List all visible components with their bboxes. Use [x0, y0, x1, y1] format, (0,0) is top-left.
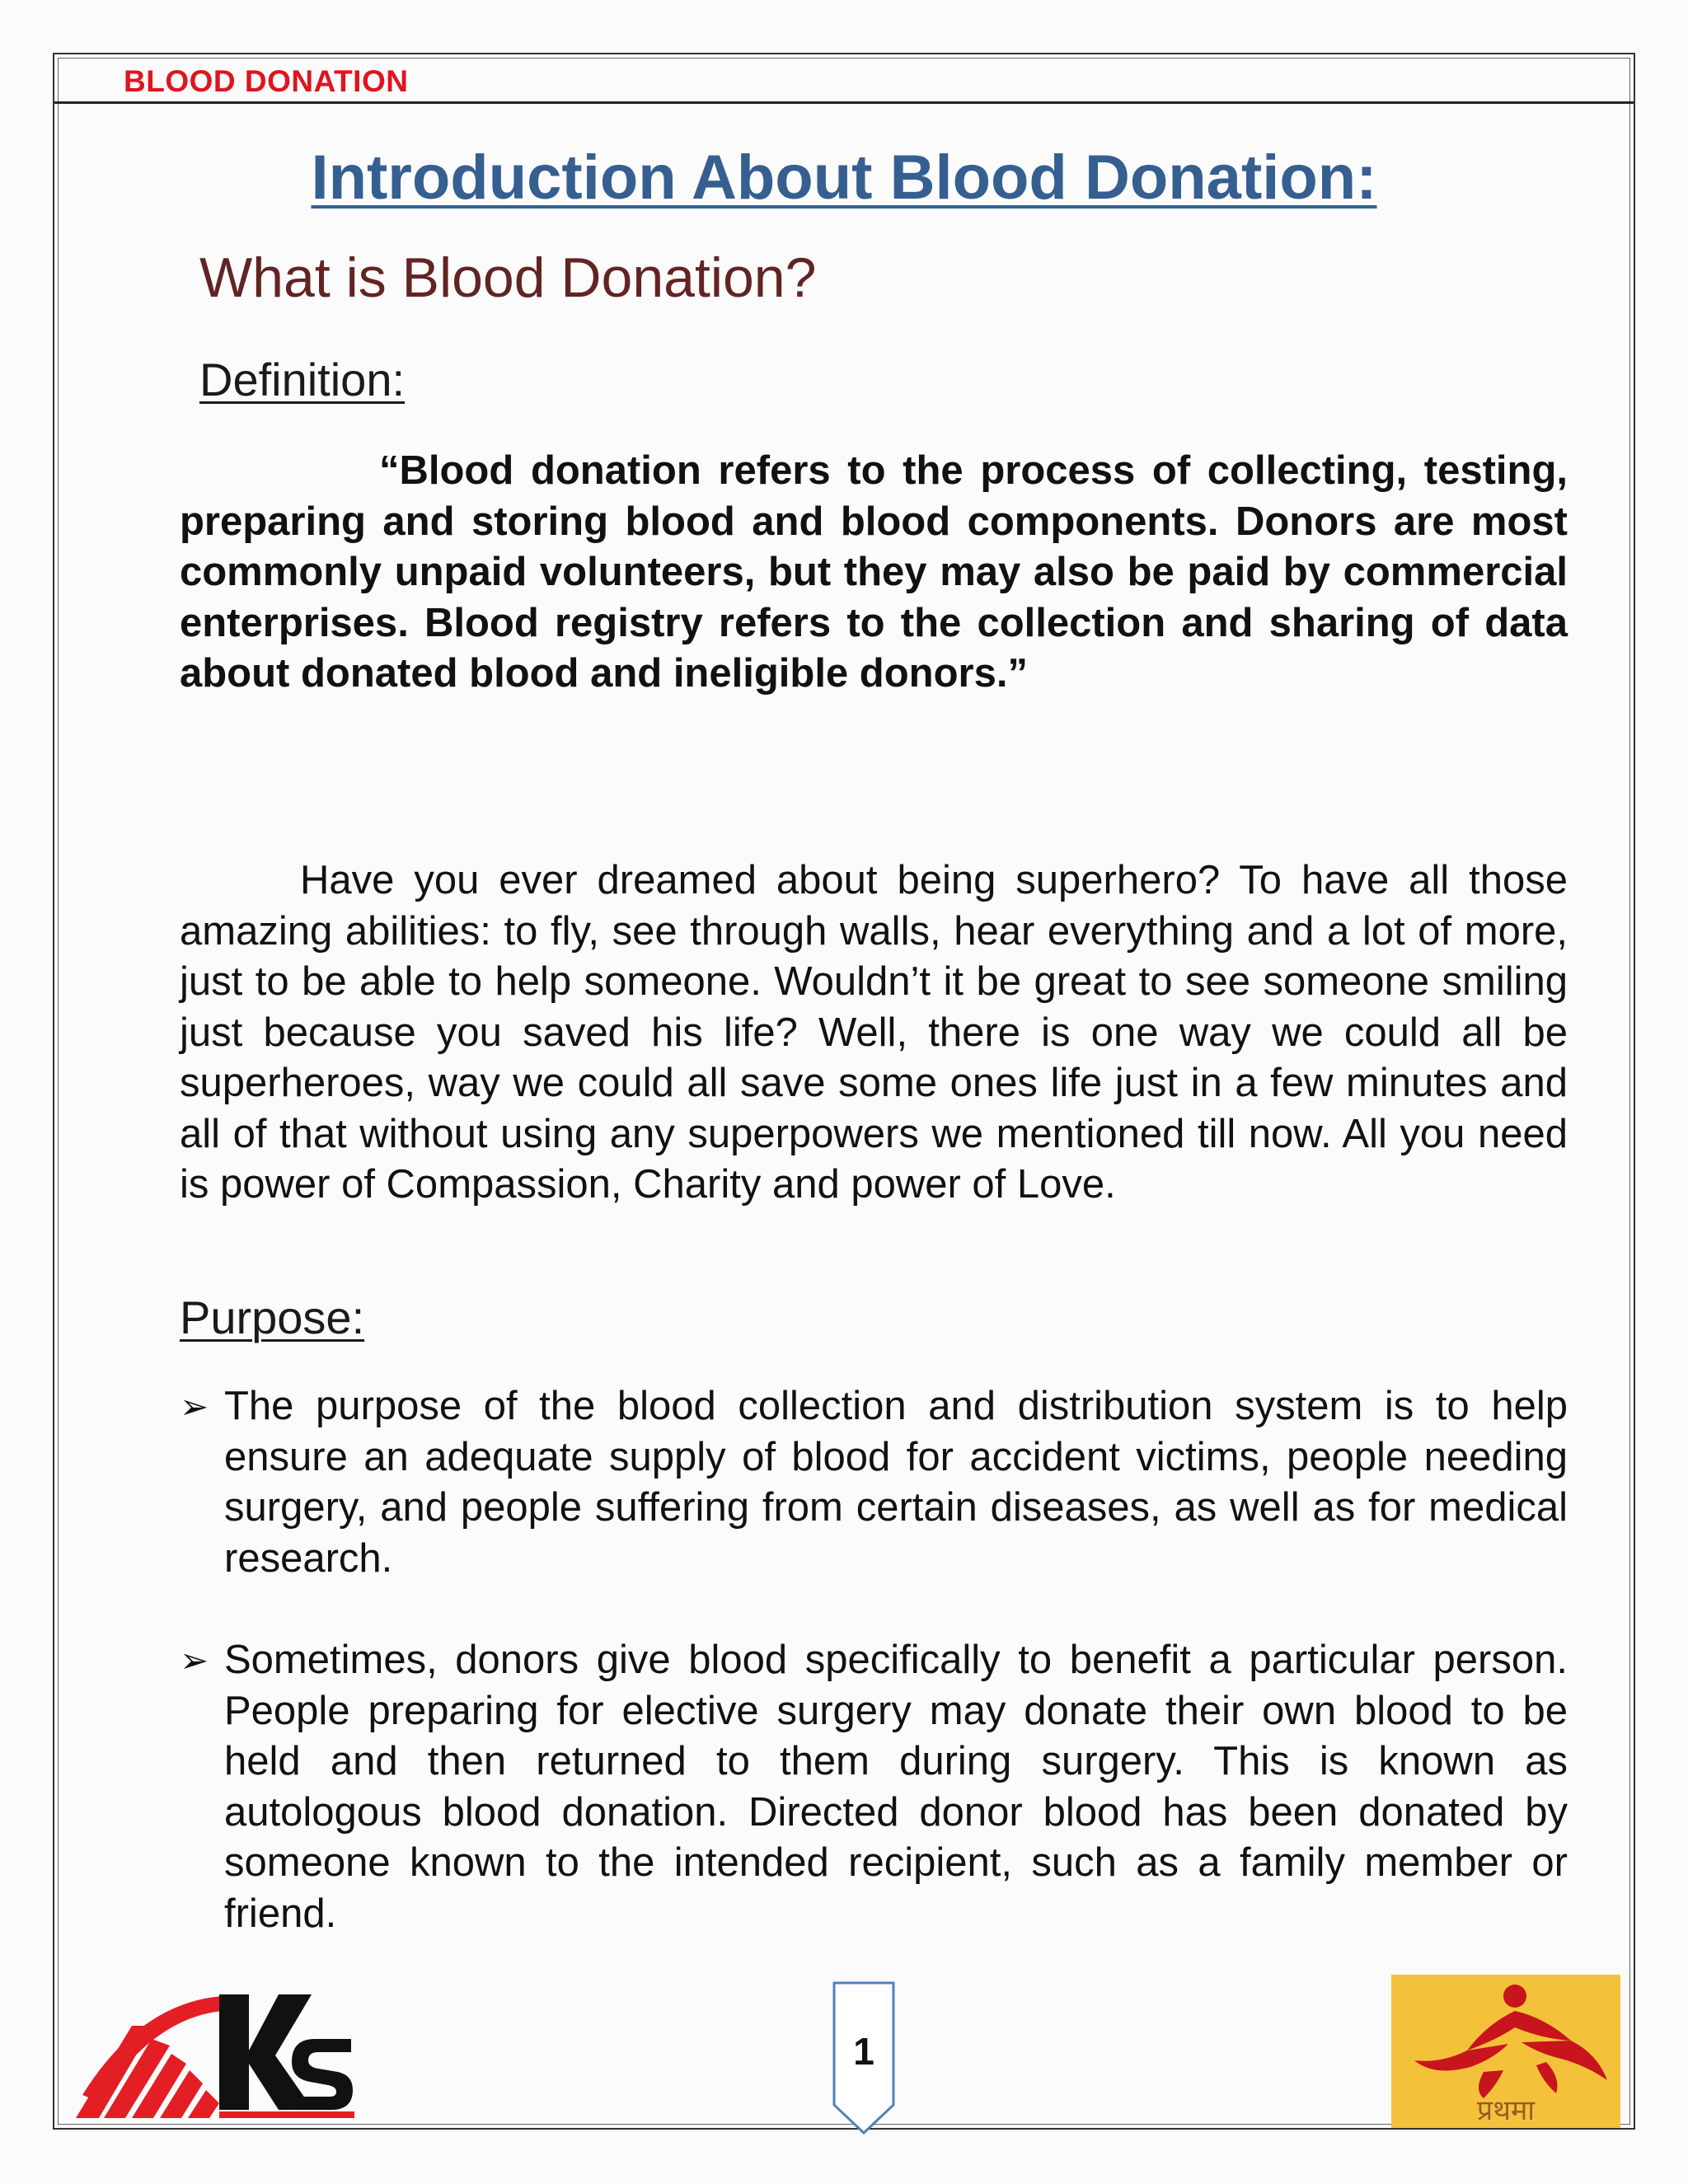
list-item — [180, 1381, 1568, 1584]
purpose-item-text: The purpose of the blood collection and distribution system is to help ensure an adequate supply of blood for accident victims, people needing surgery, and people suffering from certain diseases, as well as for medical research. — [224, 1384, 1568, 1581]
right-logo-text: प्रथमा — [1476, 2094, 1536, 2127]
purpose-item-text: Sometimes, donors give blood specifically to benefit a particular person. People preparing for elective surgery may donate their own blood to be held and then returned to them during surgery. This is known as autologous blood donation. Directed donor blood has been donated by someone known to the intended recipient, such as a family member or friend. — [224, 1638, 1568, 1936]
page-title: Introduction About Blood Donation: — [311, 143, 1377, 213]
arrow-bullet-icon: ➢ — [180, 1641, 209, 1680]
list-item — [180, 1635, 1568, 1939]
purpose-heading: Purpose: — [180, 1291, 365, 1343]
flower-emblem-icon — [1391, 1975, 1620, 2128]
intro-paragraph: Have you ever dreamed about being superhero? To have all those amazing abilities: to fly, see through walls, hear everything and a lot of more, just to be able to help someone. Wouldn’t it be great to see someone smiling just because you saved his life? Well, there is one way we could all be superheroes, way we could all save some ones life just in a few minutes and all of that without using any superpowers we mentioned till now. All you need is power of Compassion, Charity and power of Love. — [180, 858, 1568, 1207]
left-logo-text: Ks — [74, 1978, 76, 1979]
definition-heading: Definition: — [199, 354, 406, 405]
header-title: BLOOD DONATION — [124, 64, 409, 98]
definition-text: “Blood donation refers to the process of collecting, testing, preparing and storing blood and blood components. Donors are most commonly unpaid volunteers, but they may also be paid by commercial enterprises. Blood registry refers to the collection and sharing of data about donated blood and ineligible donors.” — [180, 448, 1568, 696]
pratham-logo — [1391, 1975, 1620, 2128]
page-number: 1 — [853, 2030, 874, 2073]
page-subtitle: What is Blood Donation? — [199, 246, 817, 309]
header-rule — [54, 101, 1634, 104]
purpose-list-2 — [180, 1635, 1568, 1939]
ks-logo — [74, 1978, 354, 2118]
purpose-list — [180, 1381, 1568, 1584]
arrow-bullet-icon: ➢ — [180, 1387, 209, 1426]
